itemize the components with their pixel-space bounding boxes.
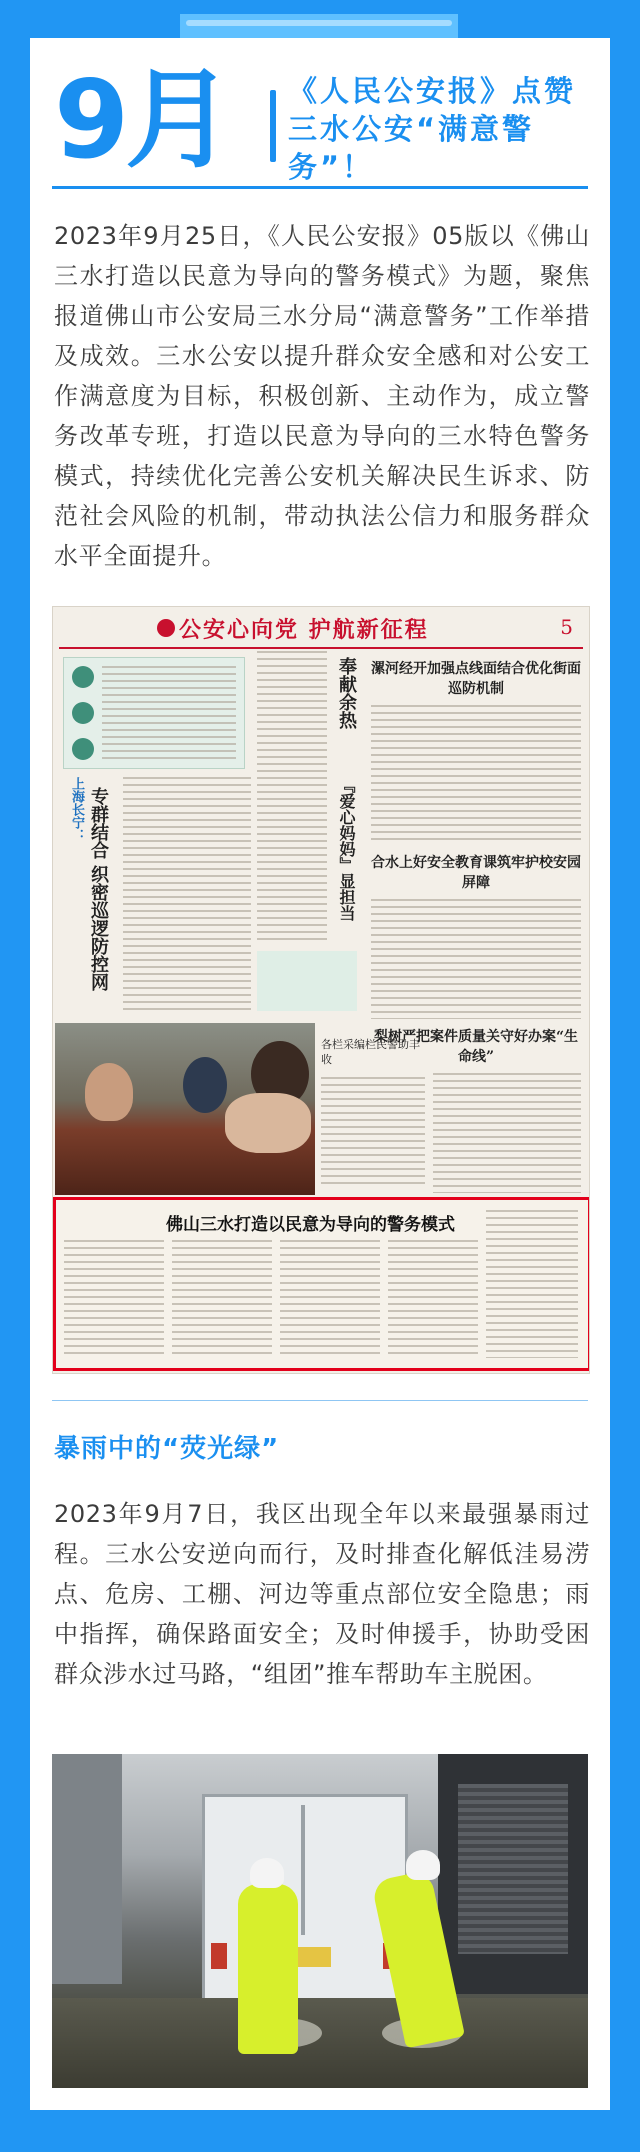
text-block [280,1240,380,1358]
page-headline: 《人民公安报》点赞三水公安“满意警务”！ [288,74,577,184]
right-headline-2: 合水上好安全教育课筑牢护校安园屏障 [371,855,581,891]
section1-body: 2023年9月25日，《人民公安报》05版以《佛山三水打造以民意为导向的警务模式》为题，聚焦报道佛山市公安局三水分局“满意警务”工作举措及成效。三水公安以提升群众安全感和对公安工作满意度为目标，积极创新、主动作为，成立警务改革专班，打造以民意为导向的三水特色警务模式，持续优化完善公安机关解决民生诉求、防范社会风险的机制，带动执法公信力和服务群众水平全面提升。 [54,222,590,570]
text-block [64,1240,164,1358]
shop-shutter [458,1784,568,1954]
text-block [257,651,327,943]
newspaper-clipping-image [52,606,590,1374]
text-block [486,1210,578,1358]
title-divider [270,90,276,162]
officer-figure [183,1057,227,1113]
right-headline-1: 漯河经开加强点线面结合优化街面巡防机制 [371,661,581,697]
truck-door-seam [301,1805,305,1935]
center-vertical-headline-2: 『爱心妈妈』显担当 [337,777,356,921]
bullet-icon [72,738,94,760]
person-figure [225,1093,311,1153]
rainstorm-photo [52,1754,588,2088]
content-card [30,38,610,2110]
left-vertical-headline: 专群结合 织密巡逻防控网 [88,787,109,992]
party-emblem-icon [157,619,175,637]
photo-caption: 各栏采编栏民警助丰收 [321,1038,420,1066]
police-officer-figure [238,1884,298,2054]
highlighted-article-title: 佛山三水打造以民意为导向的警务模式 [166,1215,455,1235]
flood-water [52,1998,588,2088]
masthead-title: 公安心向党 护航新征程 [179,617,429,643]
month-label: 9月 [54,58,230,183]
text-block [321,1077,425,1187]
bullet-icon [72,702,94,724]
text-block [371,705,581,845]
header-rule [52,186,588,189]
section-divider [52,1400,588,1401]
tail-light [211,1943,227,1969]
right-headline-3: 梨树严把案件质量关守好办案“生命线” [373,1029,579,1065]
text-block [388,1240,478,1358]
highlighted-article [53,1197,590,1371]
helmet [250,1858,284,1888]
text-block [433,1073,581,1193]
bullet-icon [72,666,94,688]
newspaper-masthead [59,611,583,649]
center-vertical-headline-1: 奉献余热 [336,657,357,729]
masthead-page-number: 5 [560,615,573,639]
left-kicker: 上海长宁： [69,777,84,842]
text-block [172,1240,272,1358]
text-block [371,899,581,1019]
section2-title: 暴雨中的“荧光绿” [54,1434,280,1464]
section2-body: 2023年9月7日，我区出现全年以来最强暴雨过程。三水公安逆向而行，及时排查化解低洼易涝点、危房、工棚、河边等重点部位安全隐患；雨中指挥，确保路面安全；及时伸援手，协助受困群众涉水过马路，“组团”推车帮助车主脱困。 [54,1500,590,1688]
person-figure [85,1063,133,1121]
newspaper-sidebar-box [63,657,245,769]
market-photo [55,1023,315,1195]
info-box [257,951,357,1011]
building [52,1754,122,1984]
text-block [102,666,236,762]
text-block [123,777,251,1013]
helmet [406,1850,440,1880]
building [438,1754,588,1994]
